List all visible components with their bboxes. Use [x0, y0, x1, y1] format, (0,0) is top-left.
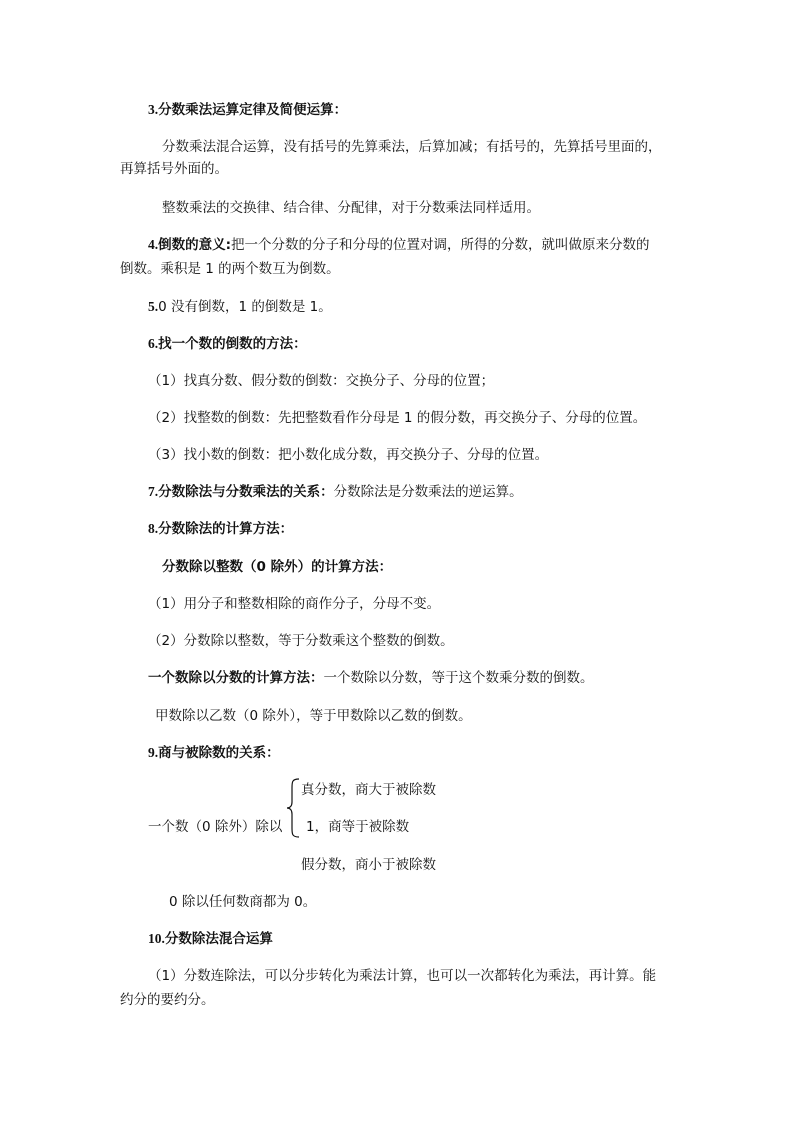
section-6-number: 6. — [148, 336, 159, 351]
section-5-text: 0 没有倒数，1 的倒数是 1。 — [158, 299, 332, 315]
section-6-item-1: （1）找真分数、假分数的倒数：交换分子、分母的位置； — [148, 373, 495, 389]
section-9-branch-1: 真分数，商大于被除数 — [301, 782, 436, 798]
section-4-line-1 — [148, 236, 650, 254]
section-8-subheading-2: 一个数除以分数的计算方法： — [148, 670, 324, 686]
section-4-line-2: 倒数。乘积是 1 的两个数互为倒数。 — [120, 261, 340, 277]
section-9-heading — [148, 744, 280, 762]
section-8-item-1: （1）用分子和整数相除的商作分子，分母不变。 — [148, 596, 441, 612]
section-8-title: 分数除法的计算方法： — [158, 521, 294, 537]
section-3-title: 分数乘法运算定律及简便运算： — [158, 102, 348, 118]
section-3-paragraph-1-line-1: 分数乘法混合运算，没有括号的先算乘法，后算加减；有括号的，先算括号里面的， — [162, 139, 662, 155]
section-5-line — [148, 298, 332, 316]
section-5-number: 5. — [148, 299, 159, 314]
section-9-branch-3: 假分数，商小于被除数 — [301, 857, 436, 873]
section-8-subheading-1: 分数除以整数（0 除外）的计算方法： — [162, 559, 393, 575]
left-brace-icon — [286, 778, 300, 838]
section-3-paragraph-1-line-2: 再算括号外面的。 — [120, 161, 228, 177]
section-7-text: 分数除法是分数乘法的逆运算。 — [333, 484, 523, 500]
section-9-lead: 一个数（0 除外）除以 — [148, 819, 283, 835]
section-10-paragraph-line-1: （1）分数连除法，可以分步转化为乘法计算，也可以一次都转化为乘法，再计算。能 — [148, 968, 657, 984]
section-3-heading — [148, 101, 347, 119]
section-9-zero-rule: 0 除以任何数商都为 0。 — [169, 894, 317, 910]
section-9-title: 商与被除数的关系： — [158, 745, 280, 761]
section-4-text-a: 把一个分数的分子和分母的位置对调，所得的分数，就叫做原来分数的 — [231, 237, 650, 253]
section-7-number: 7. — [148, 484, 159, 499]
section-6-item-2: （2）找整数的倒数：先把整数看作分母是 1 的假分数，再交换分子、分母的位置。 — [148, 410, 647, 426]
section-8-number: 8. — [148, 521, 159, 536]
section-8-subheading-2-text: 一个数除以分数，等于这个数乘分数的倒数。 — [323, 670, 594, 686]
section-7-title: 分数除法与分数乘法的关系： — [158, 484, 334, 500]
section-10-heading — [148, 930, 273, 948]
section-7-line — [148, 483, 523, 501]
section-8-item-2: （2）分数除以整数，等于分数乘这个整数的倒数。 — [148, 633, 454, 649]
section-8-subheading-2-line — [148, 669, 594, 687]
section-10-number: 10. — [148, 931, 165, 946]
section-8-note: 甲数除以乙数（0 除外），等于甲数除以乙数的倒数。 — [155, 708, 472, 724]
section-6-item-3: （3）找小数的倒数：把小数化成分数，再交换分子、分母的位置。 — [148, 447, 549, 463]
section-9-number: 9. — [148, 745, 159, 760]
section-3-number: 3. — [148, 102, 159, 117]
section-3-paragraph-2: 整数乘法的交换律、结合律、分配律，对于分数乘法同样适用。 — [162, 200, 540, 216]
section-8-heading — [148, 520, 293, 538]
section-10-title: 分数除法混合运算 — [164, 931, 273, 947]
section-6-title: 找一个数的倒数的方法： — [158, 336, 307, 352]
section-9-branch-2: 1，商等于被除数 — [306, 819, 410, 835]
section-4-title: 倒数的意义: — [158, 237, 232, 253]
section-6-heading — [148, 335, 307, 353]
section-4-number: 4. — [148, 237, 159, 252]
section-10-paragraph-line-2: 约分的要约分。 — [120, 992, 215, 1008]
